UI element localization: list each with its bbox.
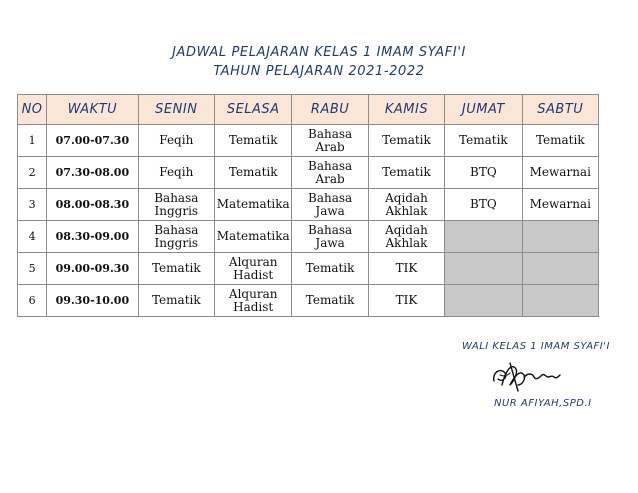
col-header-waktu: WAKTU <box>47 95 138 125</box>
col-header-kamis: KAMIS <box>368 95 444 125</box>
cell-jumat: Tematik <box>445 125 522 157</box>
cell-rabu: Bahasa Arab <box>292 157 368 189</box>
academic-year: TAHUN PELAJARAN 2021-2022 <box>213 64 425 79</box>
table-row <box>18 157 599 189</box>
col-header-senin: SENIN <box>138 95 214 125</box>
cell-no: 4 <box>18 221 47 253</box>
cell-kamis: Tematik <box>368 157 444 189</box>
cell-selasa: Matematika <box>215 189 292 221</box>
cell-no: 3 <box>18 189 47 221</box>
cell-jumat-empty <box>445 221 522 253</box>
cell-waktu: 09.00-09.30 <box>47 253 138 285</box>
homeroom-teacher-label: WALI KELAS 1 IMAM SYAFI'I <box>462 341 610 352</box>
col-header-selasa: SELASA <box>215 95 292 125</box>
cell-rabu: Tematik <box>292 253 368 285</box>
cell-kamis: TIK <box>368 285 444 317</box>
cell-senin: Feqih <box>138 125 214 157</box>
document-title: JADWAL PELAJARAN KELAS 1 IMAM SYAFI'I <box>172 45 466 60</box>
table-row <box>18 189 599 221</box>
cell-jumat-empty <box>445 253 522 285</box>
teacher-name: NUR AFIYAH,SPD.I <box>494 398 592 409</box>
table-row <box>18 285 599 317</box>
table-row <box>18 125 599 157</box>
cell-waktu: 07.30-08.00 <box>47 157 138 189</box>
col-header-sabtu: SABTU <box>522 95 598 125</box>
cell-selasa: Alquran Hadist <box>215 253 292 285</box>
cell-sabtu-empty <box>522 253 598 285</box>
table-header-row <box>18 95 599 125</box>
signature <box>488 355 568 395</box>
table-row <box>18 221 599 253</box>
schedule-table <box>17 94 599 317</box>
cell-no: 5 <box>18 253 47 285</box>
cell-senin: Bahasa Inggris <box>138 221 214 253</box>
cell-kamis: TIK <box>368 253 444 285</box>
cell-selasa: Matematika <box>215 221 292 253</box>
cell-senin: Bahasa Inggris <box>138 189 214 221</box>
cell-kamis: Aqidah Akhlak <box>368 189 444 221</box>
cell-no: 1 <box>18 125 47 157</box>
cell-rabu: Bahasa Jawa <box>292 189 368 221</box>
cell-jumat: BTQ <box>445 189 522 221</box>
cell-kamis: Aqidah Akhlak <box>368 221 444 253</box>
cell-sabtu-empty <box>522 221 598 253</box>
cell-sabtu: Mewarnai <box>522 189 598 221</box>
cell-jumat: BTQ <box>445 157 522 189</box>
cell-selasa: Tematik <box>215 157 292 189</box>
cell-no: 6 <box>18 285 47 317</box>
cell-selasa: Alquran Hadist <box>215 285 292 317</box>
cell-selasa: Tematik <box>215 125 292 157</box>
col-header-no: NO <box>18 95 47 125</box>
cell-waktu: 08.00-08.30 <box>47 189 138 221</box>
cell-waktu: 07.00-07.30 <box>47 125 138 157</box>
cell-no: 2 <box>18 157 47 189</box>
col-header-rabu: RABU <box>292 95 368 125</box>
col-header-jumat: JUMAT <box>445 95 522 125</box>
table-row <box>18 253 599 285</box>
cell-sabtu: Tematik <box>522 125 598 157</box>
cell-waktu: 08.30-09.00 <box>47 221 138 253</box>
cell-senin: Tematik <box>138 253 214 285</box>
cell-jumat-empty <box>445 285 522 317</box>
cell-senin: Feqih <box>138 157 214 189</box>
cell-waktu: 09.30-10.00 <box>47 285 138 317</box>
cell-senin: Tematik <box>138 285 214 317</box>
cell-sabtu: Mewarnai <box>522 157 598 189</box>
cell-sabtu-empty <box>522 285 598 317</box>
cell-rabu: Bahasa Arab <box>292 125 368 157</box>
cell-rabu: Tematik <box>292 285 368 317</box>
cell-rabu: Bahasa Jawa <box>292 221 368 253</box>
cell-kamis: Tematik <box>368 125 444 157</box>
